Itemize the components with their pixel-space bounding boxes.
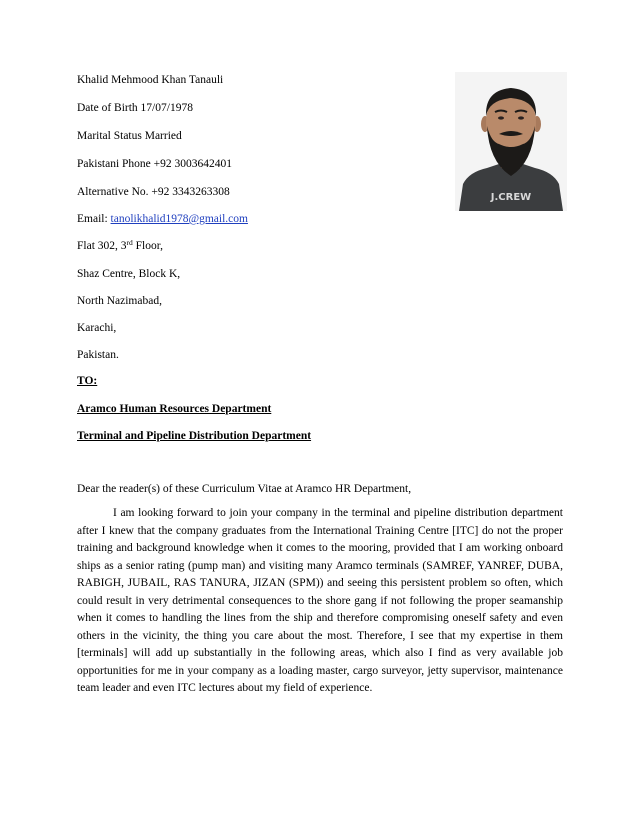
recipient-subdepartment: Terminal and Pipeline Distribution Department (77, 430, 312, 442)
address-line-1-sup: rd (126, 238, 133, 247)
address-line-1 (77, 239, 163, 253)
salutation: Dear the reader(s) of these Curriculum Vitae at Aramco HR Department, (77, 483, 412, 495)
address-line-1-post: Floor, (132, 240, 163, 252)
email-link[interactable]: tanolikhalid1978@gmail.com (110, 213, 248, 225)
to-heading: TO: (77, 375, 98, 387)
email-label: Email: (77, 213, 111, 225)
recipient-department: Aramco Human Resources Department (77, 403, 272, 415)
alternative-phone: Alternative No. +92 3343263308 (77, 186, 230, 198)
address-line-5: Pakistan. (77, 349, 119, 361)
email-line (77, 212, 248, 226)
date-of-birth: Date of Birth 17/07/1978 (77, 102, 193, 114)
shirt-print-text: J.CREW (490, 192, 532, 203)
applicant-name: Khalid Mehmood Khan Tanauli (77, 74, 224, 86)
address-line-3: North Nazimabad, (77, 295, 162, 307)
applicant-photo (455, 72, 567, 211)
address-line-1-pre: Flat 302, 3 (77, 240, 127, 252)
marital-status: Marital Status Married (77, 130, 182, 142)
cover-letter-body: I am looking forward to join your company in the terminal and pipeline distribution department after I knew that the company graduates from the International Training Centre [ITC] do not the proper training and background knowledge when it comes to the mooring, provided that I am working onboard ships as a senior rating (pump man) and visiting many Aramco terminals (SAMREF, YANREF, DUBA, RABIGH, JUBAIL, RAS TANURA, JIZAN (SPM)) and seeing this persistent problem so often, which could result in very detrimental consequences to the shore gang if not following the proper seamanship when it comes to handling the lines from the ship and therefore compromising oneself safety and even others in the vicinity, the thing you care about the most. Therefore, I see that my expertise in them [terminals] will add up substantially in the following areas, which also I find as very available job opportunities for me in your company as a loading master, cargo surveyor, jetty supervisor, maintenance team leader and even ITC lectures about my field of experience. (77, 507, 563, 694)
address-line-2: Shaz Centre, Block K, (77, 268, 181, 280)
phone-number: Pakistani Phone +92 3003642401 (77, 158, 233, 170)
portrait-illustration (455, 72, 567, 211)
address-line-4: Karachi, (77, 322, 117, 334)
